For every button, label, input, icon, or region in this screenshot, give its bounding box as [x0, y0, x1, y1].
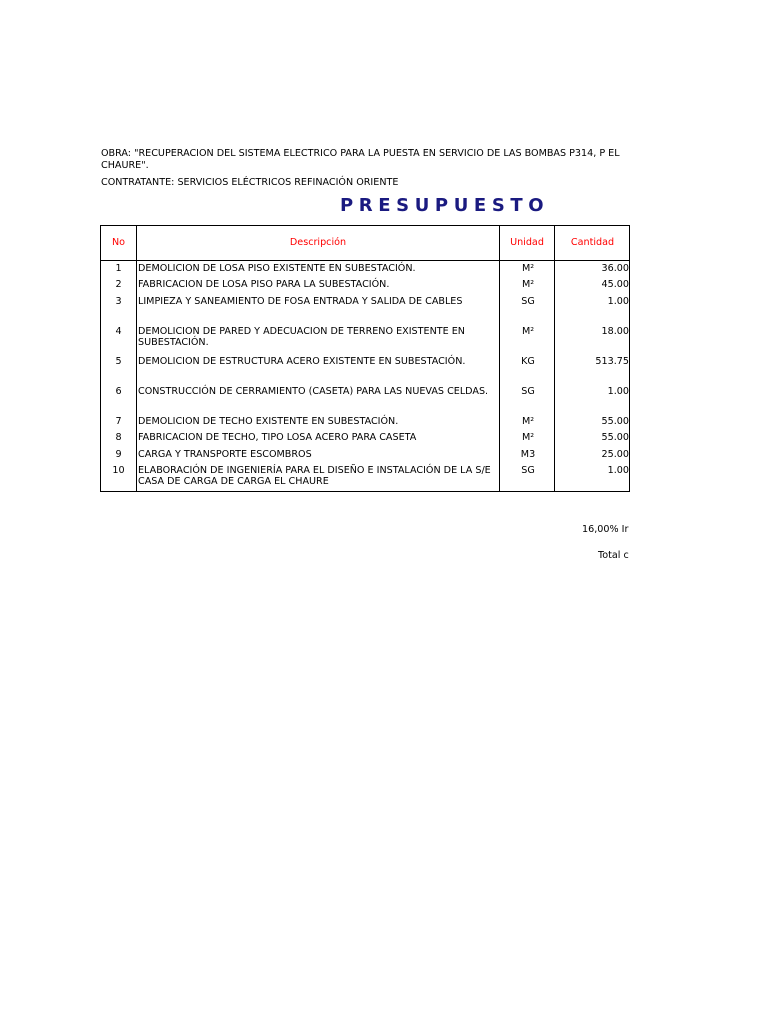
row-description: FABRICACION DE TECHO, TIPO LOSA ACERO PARA CASETA: [138, 432, 417, 443]
iva-label: 16,00% Ir: [582, 524, 629, 535]
obra-description: OBRA: "RECUPERACION DEL SISTEMA ELECTRICO PARA LA PUESTA EN SERVICIO DE LAS BOMBAS P314, P EL CHAURE".: [101, 148, 620, 171]
row-quantity: 18.00: [601, 326, 629, 337]
row-quantity: 55.00: [601, 416, 629, 427]
total-label: Total c: [598, 550, 629, 561]
row-unit: M²: [521, 432, 535, 443]
header-descripcion: Descripción: [289, 237, 347, 248]
row-quantity: 513.75: [595, 356, 629, 367]
row-number: 8: [115, 432, 122, 443]
header-no: No: [111, 237, 126, 248]
row-description: LIMPIEZA Y SANEAMIENTO DE FOSA ENTRADA Y SALIDA DE CABLES: [138, 296, 463, 307]
row-unit: M²: [521, 279, 535, 290]
row-number: 5: [115, 356, 122, 367]
page-title: PRESUPUESTO: [340, 195, 550, 216]
row-number: 7: [115, 416, 122, 427]
row-unit: KG: [521, 356, 535, 367]
row-description: FABRICACION DE LOSA PISO PARA LA SUBESTACIÓN.: [138, 279, 390, 290]
row-description: DEMOLICION DE TECHO EXISTENTE EN SUBESTACIÓN.: [138, 416, 399, 427]
row-description: DEMOLICION DE LOSA PISO EXISTENTE EN SUBESTACIÓN.: [138, 263, 416, 274]
budget-table: [100, 225, 630, 492]
column-divider: [136, 226, 137, 491]
header-cantidad: Cantidad: [570, 237, 615, 248]
row-number: 10: [112, 465, 125, 476]
row-unit: SG: [521, 296, 535, 307]
row-quantity: 1.00: [607, 386, 629, 397]
row-description: CARGA Y TRANSPORTE ESCOMBROS: [138, 449, 312, 460]
row-quantity: 55.00: [601, 432, 629, 443]
row-unit: SG: [521, 465, 535, 476]
row-number: 4: [115, 326, 122, 337]
row-number: 2: [115, 279, 122, 290]
row-description: DEMOLICION DE ESTRUCTURA ACERO EXISTENTE EN SUBESTACIÓN.: [138, 356, 466, 367]
row-number: 3: [115, 296, 122, 307]
row-quantity: 36.00: [601, 263, 629, 274]
contratante-line: CONTRATANTE: SERVICIOS ELÉCTRICOS REFINACIÓN ORIENTE: [101, 177, 399, 188]
row-number: 6: [115, 386, 122, 397]
row-description: CONSTRUCCIÓN DE CERRAMIENTO (CASETA) PARA LAS NUEVAS CELDAS.: [138, 386, 489, 397]
row-number: 1: [115, 263, 122, 274]
column-divider: [499, 226, 500, 491]
row-quantity: 25.00: [601, 449, 629, 460]
header-divider: [101, 260, 629, 261]
row-description: DEMOLICION DE PARED Y ADECUACION DE TERRENO EXISTENTE EN SUBESTACIÓN.: [138, 326, 465, 348]
row-unit: M²: [521, 416, 535, 427]
header-unidad: Unidad: [510, 237, 544, 248]
row-unit: SG: [521, 386, 535, 397]
row-unit: M²: [521, 326, 535, 337]
row-unit: M3: [520, 449, 536, 460]
row-number: 9: [115, 449, 122, 460]
row-unit: M²: [521, 263, 535, 274]
row-quantity: 1.00: [607, 465, 629, 476]
row-quantity: 1.00: [607, 296, 629, 307]
row-description: ELABORACIÓN DE INGENIERÍA PARA EL DISEÑO E INSTALACIÓN DE LA S/E CASA DE CARGA DE CARGA EL CHAURE: [138, 465, 491, 487]
row-quantity: 45.00: [601, 279, 629, 290]
